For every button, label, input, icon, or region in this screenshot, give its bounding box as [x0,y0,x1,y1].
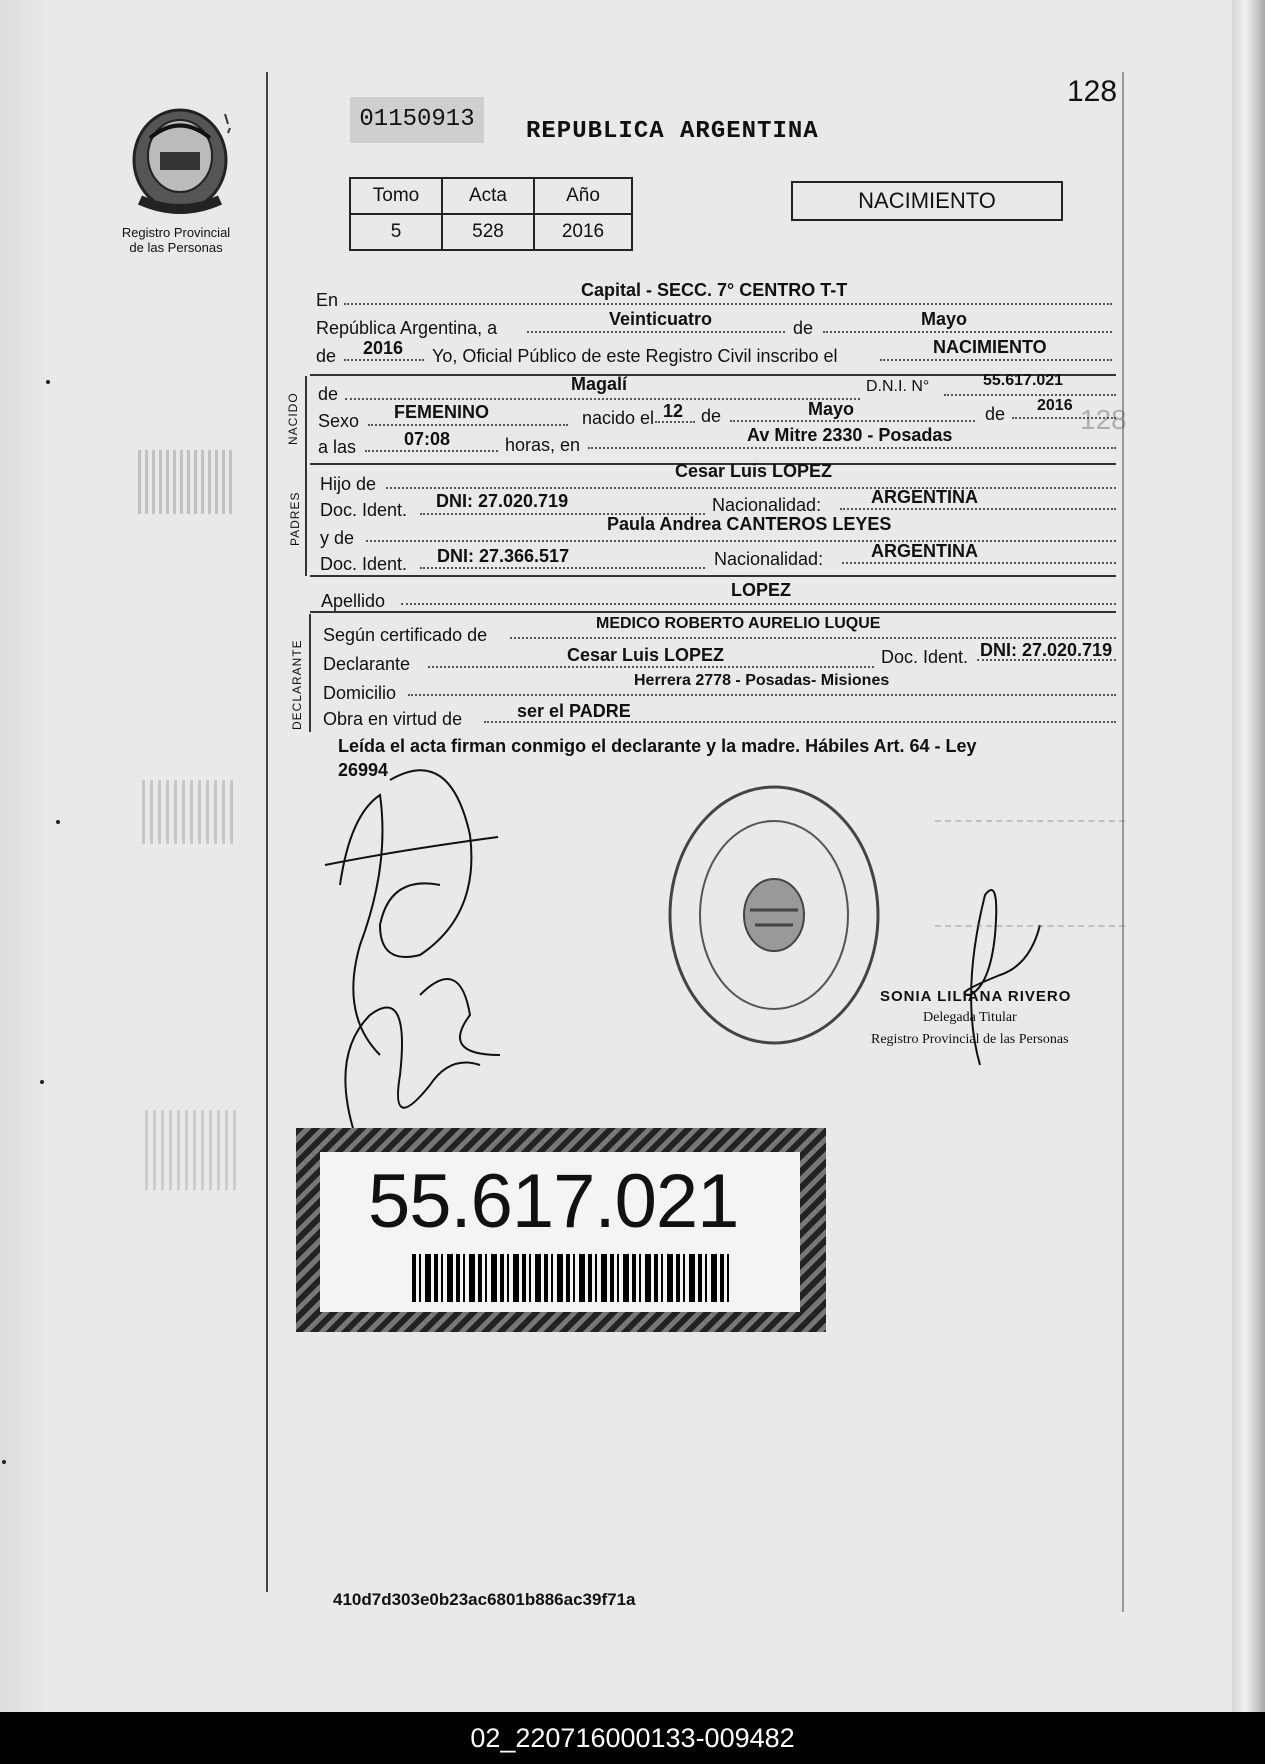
label-doc-ident: Doc. Ident. [320,554,408,574]
barcode-panel [320,1152,800,1312]
label-de: de [985,404,1006,424]
seal-caption-2: de las Personas [129,240,223,255]
page-edge-strip [1232,0,1265,1712]
document-title: REPUBLICA ARGENTINA [526,118,819,145]
label-certificado: Según certificado de [323,625,488,645]
official-title: Delegada Titular [923,1010,1017,1025]
value-tomo: 5 [350,214,442,250]
label-de: de [318,384,339,404]
margin-rule [266,72,268,1592]
barcode-number: 55.617.021 [368,1159,739,1244]
date-month: Mayo [921,309,968,329]
margin-dot [46,380,50,384]
record-table [349,177,633,251]
bleed-through-page-number: 128 [1080,404,1127,435]
label-domicilio: Domicilio [323,683,397,703]
birth-year: 2016 [1037,397,1073,414]
label-de: de [793,318,814,338]
provincial-seal-logo [120,108,250,255]
sex-value: FEMENINO [394,402,490,422]
child-dni: 55.617.021 [983,372,1064,389]
header-tomo: Tomo [350,178,442,214]
dotted-line [510,637,1116,639]
label-doc-ident: Doc. Ident. [320,500,408,520]
coat-of-arms-icon [120,108,250,220]
record-type-box: NACIMIENTO [791,181,1063,221]
closing-text-line1: Leída el acta firman conmigo el declarante y la madre. Hábiles Art. 64 - Ley [338,736,977,756]
dotted-line [730,420,975,422]
section-declarante-label: DECLARANTE [290,639,304,730]
label-dni: D.N.I. N° [866,378,930,395]
section-padres-label: PADRES [288,491,302,546]
dotted-line [401,603,1116,605]
label-en: En [316,290,339,310]
dotted-line [344,303,1112,305]
year-value: 2016 [363,338,404,358]
label-doc-ident: Doc. Ident. [881,647,969,667]
birth-month: Mayo [808,399,855,419]
declarant-address: Herrera 2778 - Posadas- Misiones [634,672,890,689]
mother-name: Paula Andrea CANTEROS LEYES [607,514,892,534]
dotted-line [428,666,874,668]
bleed-through-mark [145,1110,241,1190]
label-horas-en: horas, en [505,435,581,455]
bleed-through-mark [138,450,234,514]
dotted-line [408,694,1116,696]
right-margin-rule [1122,72,1124,1612]
certificate-issuer: MEDICO ROBERTO AURELIO LUQUE [596,615,881,632]
dotted-line [880,359,1112,361]
declarant-signature [320,755,520,1145]
mother-doc: DNI: 27.366.517 [437,546,570,566]
section-rule [309,614,311,732]
label-y-de: y de [320,528,355,548]
serial-number: 01150913 [350,97,484,143]
label-sexo: Sexo [318,411,360,431]
dotted-line [944,394,1116,396]
birth-day: 12 [663,401,684,421]
label-de: de [316,346,337,366]
mother-nationality: ARGENTINA [871,541,978,561]
dotted-line [842,562,1116,564]
dotted-line [366,540,1116,542]
official-org: Registro Provincial de las Personas [871,1032,1069,1047]
birth-time: 07:08 [404,429,451,449]
label-nacionalidad: Nacionalidad: [712,495,822,515]
father-doc: DNI: 27.020.719 [436,491,569,511]
closing-text-line2: 26994 [338,760,389,780]
dotted-line [527,331,785,333]
label-declarante: Declarante [323,654,411,674]
label-oficial: Yo, Oficial Público de este Registro Civil inscribo el [432,346,838,366]
child-name: Magalí [571,374,628,394]
scan-footer-id: 02_220716000133-009482 [0,1712,1265,1764]
dotted-line [588,447,1116,449]
dotted-line [365,450,498,452]
dotted-line [345,398,860,400]
dotted-line [823,331,1112,333]
bleed-through-mark [142,780,238,844]
value-anio: 2016 [534,214,632,250]
barcode-bars [412,1254,732,1302]
document-hash: 410d7d303e0b23ac6801b886ac39f71a [333,1590,636,1609]
label-nacido-el: nacido el [582,408,655,428]
declarant-name: Cesar Luis LOPEZ [567,645,725,665]
date-day: Veinticuatro [609,309,713,329]
section-divider [310,575,1116,577]
dotted-line [344,359,424,361]
declarant-doc: DNI: 27.020.719 [980,640,1113,660]
page-number: 128 [1067,75,1118,108]
label-republica: República Argentina, a [316,318,498,338]
place-value: Capital - SECC. 7° CENTRO T-T [581,280,848,300]
page-left-shade [0,0,48,1712]
document-page [4,0,1249,1712]
label-obra: Obra en virtud de [323,709,463,729]
margin-dot [56,820,60,824]
dotted-line [420,567,705,569]
bleed-through-line [935,820,1125,824]
margin-dot [40,1080,44,1084]
header-anio: Año [534,178,632,214]
label-hijo-de: Hijo de [320,474,377,494]
label-a-las: a las [318,437,357,457]
father-nationality: ARGENTINA [871,487,978,507]
value-acta: 528 [442,214,534,250]
birth-place: Av Mitre 2330 - Posadas [747,425,953,445]
surname-value: LOPEZ [731,580,792,600]
official-round-stamp [665,780,883,1050]
barcode-label [296,1128,826,1332]
father-name: Cesar Luis LOPEZ [675,461,833,481]
dotted-line [840,508,1116,510]
dotted-line [386,487,1116,489]
section-nacido-label: NACIDO [286,392,300,445]
label-de: de [701,406,722,426]
margin-dot [2,1460,6,1464]
section-rule [305,466,307,576]
inscribed-type: NACIMIENTO [933,337,1047,357]
label-apellido: Apellido [321,591,386,611]
dotted-line [368,424,568,426]
bleed-through-line [935,925,1125,929]
obra-value: ser el PADRE [517,701,631,721]
header-acta: Acta [442,178,534,214]
section-rule [305,376,307,470]
section-divider [310,611,1116,613]
official-name: SONIA LILIANA RIVERO [880,988,1072,1005]
seal-caption-1: Registro Provincial [121,225,231,240]
label-nacionalidad: Nacionalidad: [714,549,824,569]
